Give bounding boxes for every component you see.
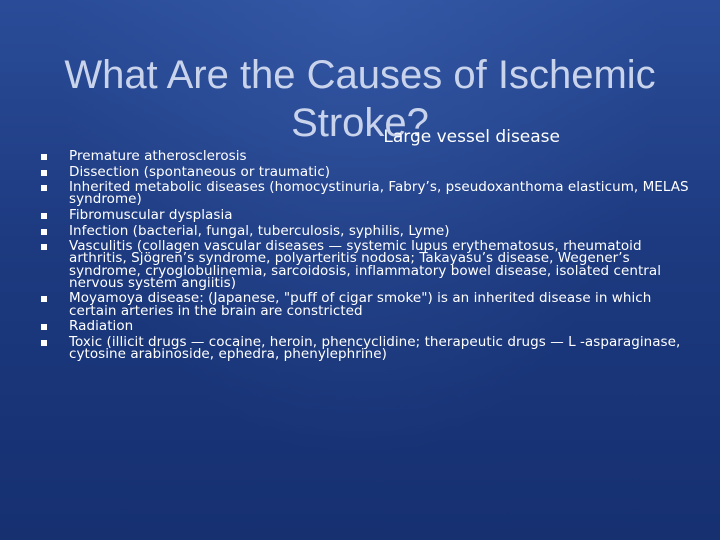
square-bullet-icon [41, 296, 47, 302]
slide-title: What Are the Causes of Ischemic Stroke? [64, 52, 656, 145]
bullet-item [40, 318, 700, 335]
square-bullet-icon [41, 154, 47, 160]
square-bullet-icon [41, 170, 47, 176]
bullet-text: Premature atherosclerosis [69, 148, 247, 164]
bullet-text: Fibromuscular dysplasia [69, 206, 233, 223]
square-bullet-icon [41, 340, 47, 346]
bullet-text: Moyamoya disease: (Japanese, "puff of cigar smoke") is an inherited disease in which certain arteries in the brain are constricted [69, 290, 652, 319]
bullet-text: Vasculitis (collagen vascular diseases — systemic lupus erythematosus, rheumatoid arthritis, Sjögren’s syndrome, polyarteritis nodosa; Takayasu’s disease, Wegener’s syndrome, cryoglobulinemia, sarcoidosis, inflammatory bowel disease, isolated central nervous system angiitis) [69, 238, 662, 291]
bullet-item [40, 179, 700, 208]
bullet-text: Inherited metabolic diseases (homocystinuria, Fabry’s, pseudoxanthoma elasticum, MELAS syndrome) [69, 179, 689, 208]
section-subheading: Large vessel disease [383, 127, 560, 147]
square-bullet-icon [41, 244, 47, 250]
bullet-item [40, 290, 700, 319]
square-bullet-icon [41, 185, 47, 191]
square-bullet-icon [41, 229, 47, 235]
bullet-item [40, 333, 700, 362]
bullet-item [40, 240, 700, 289]
bullet-item [40, 222, 700, 239]
bullet-text: Radiation [69, 318, 134, 335]
bullet-text: Dissection (spontaneous or traumatic) [69, 163, 331, 180]
bullet-list [40, 150, 700, 364]
bullet-text: Toxic (illicit drugs — cocaine, heroin, phencyclidine; therapeutic drugs — L -asparaginase, cytosine arabinoside, ephedra, phenylephrine) [69, 333, 681, 362]
bullet-item [40, 163, 700, 180]
bullet-item [40, 150, 700, 162]
square-bullet-icon [41, 324, 47, 330]
bullet-item [40, 206, 700, 223]
bullet-text: Infection (bacterial, fungal, tuberculosis, syphilis, Lyme) [69, 222, 450, 239]
square-bullet-icon [41, 213, 47, 219]
